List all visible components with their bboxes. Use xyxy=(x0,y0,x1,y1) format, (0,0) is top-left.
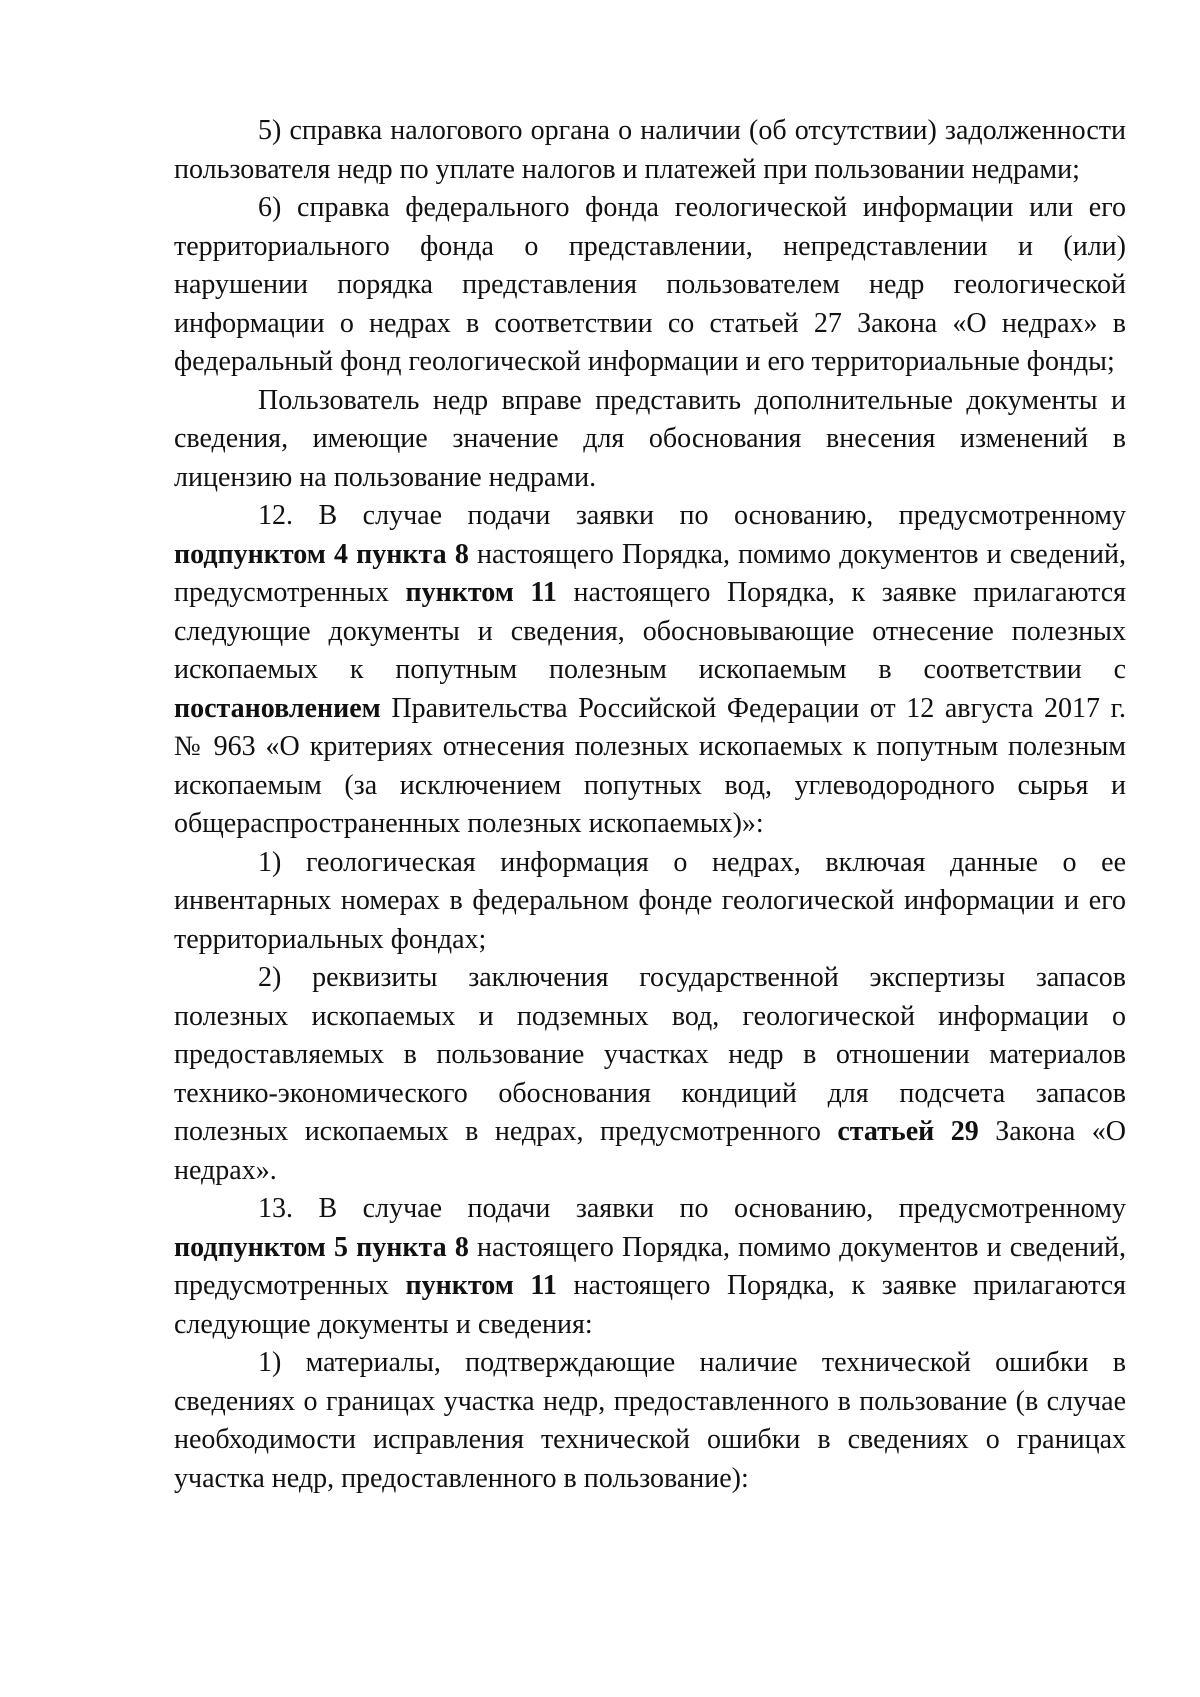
paragraph-clause-13 xyxy=(174,1190,1126,1344)
paragraph-text: 2) реквизиты заключения государственной экспертизы запасов полезных ископаемых и подземных вод, геологической информации о предоставляемых в пользование участках недр в отношении материалов технико-экономического обоснования кондиций для подсчета запасов полезных ископаемых в недрах, предусмотренного xyxy=(174,962,1126,1147)
reference-article-29: статьей 29 xyxy=(837,1116,979,1147)
reference-subclause-4-clause-8: подпунктом 4 пункта 8 xyxy=(174,538,469,570)
paragraph-text: 13. В случае подачи заявки по основанию, предусмотренному xyxy=(258,1193,1126,1224)
paragraph-item-6 xyxy=(174,189,1126,382)
paragraph-text: 1) геологическая информация о недрах, включая данные о ее инвентарных номерах в федеральном фонде геологической информации и его территориальных фондах; xyxy=(174,846,1126,955)
paragraph-clause-12 xyxy=(174,497,1126,844)
paragraph-text: Пользователь недр вправе представить дополнительные документы и сведения, имеющие значение для обоснования внесения изменений в лицензию на пользование недрами. xyxy=(174,384,1126,493)
paragraph-text: настоящего Порядка, помимо документов и сведений, предусмотренных xyxy=(174,1231,1126,1301)
paragraph-text: 12. В случае подачи заявки по основанию, предусмотренному xyxy=(258,500,1126,531)
paragraph-text: Правительства Российской Федерации от 12 августа 2017 г. № 963 «О критериях отнесения полезных ископаемых к попутным полезным ископаемым (за исключением попутных вод, углеводородного сырья и общераспространенных полезных ископаемых)»: xyxy=(174,692,1126,839)
paragraph-text: 6) справка федерального фонда геологической информации или его территориального фонда о представлении, непредставлении и (или) нарушении порядка представления пользователем недр геологической информации о недрах в соответствии со статьей 27 Закона «О недрах» в федеральный фонд геологической информации и его территориальные фонды; xyxy=(174,192,1126,377)
paragraph-text: настоящего Порядка, к заявке прилагаются следующие документы и сведения, обосновывающие отнесение полезных ископаемых к попутным полезным ископаемым в соответствии с xyxy=(174,577,1127,685)
paragraph-text: Закона «О недрах». xyxy=(174,1116,1126,1186)
reference-resolution: постановлением xyxy=(174,692,381,724)
paragraph-clause-12-item-2 xyxy=(174,959,1126,1190)
paragraph-item-5 xyxy=(174,112,1126,189)
paragraph-text: 1) материалы, подтверждающие наличие технической ошибки в сведениях о границах участка недр, предоставленного в пользование (в случае необходимости исправления технической ошибки в сведениях о границах участка недр, предоставленного в пользование): xyxy=(174,1347,1126,1494)
document-body xyxy=(174,112,1126,1498)
paragraph-additional-documents xyxy=(174,382,1126,498)
reference-subclause-5-clause-8: подпунктом 5 пункта 8 xyxy=(174,1231,469,1263)
paragraph-clause-13-item-1 xyxy=(174,1344,1126,1498)
paragraph-text: настоящего Порядка, помимо документов и сведений, предусмотренных xyxy=(174,538,1126,608)
paragraph-clause-12-item-1 xyxy=(174,844,1126,960)
paragraph-text: настоящего Порядка, к заявке прилагаются следующие документы и сведения: xyxy=(174,1270,1127,1340)
paragraph-text: 5) справка налогового органа о наличии (об отсутствии) задолженности пользователя недр по уплате налогов и платежей при пользовании недрами; xyxy=(174,115,1126,185)
reference-clause-11: пунктом 11 xyxy=(405,1270,557,1301)
reference-clause-11: пунктом 11 xyxy=(405,577,557,608)
